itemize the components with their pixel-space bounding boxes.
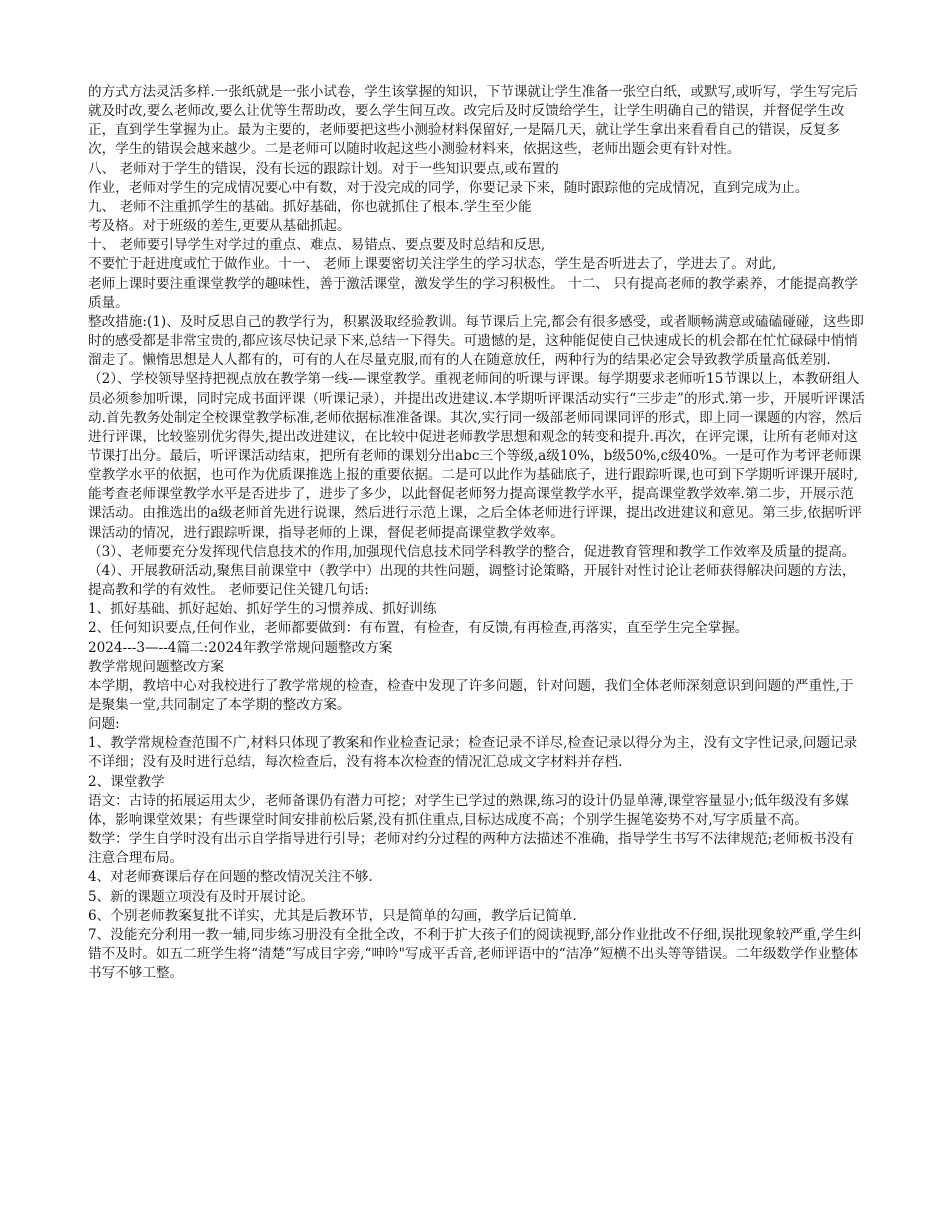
paragraph: 整改措施:(1)、及时反思自己的教学行为，积累汲取经验教训。每节课后上完,都会有很多感受，或者顺畅满意或磕磕碰碰，这些即时的感受都是非常宝贵的,都应该尽快记录下来,总结一下得失。可遗憾的是，这种能促使自己快速成长的机会都在忙忙碌碌中悄悄溜走了。懒惰思想是人人都有的，可有的人在尽量克服,而有的人在随意放任，两种行为的结果必定会导致教学质量高低差别.	[88, 313, 864, 369]
section-label: 问题:	[88, 716, 120, 733]
list-item: 1、教学常规检查范围不广,材料只体现了教案和作业检查记录；检查记录不详尽,检查记录以得分为主，没有文字性记录,问题记录不详细；没有及时进行总结，每次检查后，没有将本次检查的情况汇总成文字材料并存档.	[88, 735, 858, 771]
list-item: 1、抓好基础、抓好起始、抓好学生的习惯养成、抓好训练	[88, 601, 437, 618]
document-title: 教学常规问题整改方案	[88, 658, 224, 675]
paragraph: （4）、开展教研活动,聚焦目前课堂中（教学中）出现的共性问题，调整讨论策略，开展针对性讨论让老师获得解决问题的方法，提高教和学的有效性。 老师要记住关键几句话:	[88, 562, 856, 599]
document-page	[88, 83, 866, 983]
paragraph: （2）、学校领导坚持把视点放在教学第一线-—课堂教学。重视老师间的听课与评课。每学期要求老师听15节课以上，本教研组人员必须参加听课，同时完成书面评课（听课记录），并提出改进建议.本学期听评课活动实行“三步走”的形式.第一步，开展听评课活动.首先教务处制定全校课堂教学标准,老师依据标准准备课。其次,实行同一级部老师同课同评的形式，即上同一课题的内容，然后进行评课，比较鉴别优劣得失,提出改进建议，在比较中促进老师教学思想和观念的转变和提升.再次，在评完课，让所有老师对这节课打出分。最后，听评课活动结束，把所有老师的课划分出abc三个等级,a级10%，b级50%,c级40%。一是可作为考评老师课堂教学水平的依据，也可作为优质课推选上报的重要依据。二是可以此作为基础底子，进行跟踪听课,也可到下学期听评课开展时,能考查老师课堂教学水平是否进步了，进步了多少，以此督促老师努力提高课堂教学水平，提高课堂教学效率.第二步，开展示范课活动。由推选出的a级老师首先进行说课，然后进行示范上课，之后全体老师进行评课，提出改进建议和意见。第三步,依据听评课活动的情况，进行跟踪听课，指导老师的上课，督促老师提高课堂教学效率。	[88, 371, 865, 541]
paragraph: 不要忙于赶进度或忙于做作业。十一、 老师上课要密切关注学生的学习状态，学生是否听进去了，学进去了。对此,	[88, 256, 777, 273]
section-heading: 2024---3—--4篇二:2024年教学常规问题整改方案	[88, 639, 393, 656]
paragraph: 本学期，教培中心对我校进行了教学常规的检查，检查中发现了许多问题，针对问题，我们全体老师深刻意识到问题的严重性,于是聚集一堂,共同制定了本学期的整改方案。	[88, 677, 854, 713]
paragraph: 十、 老师要引导学生对学过的重点、难点、易错点、要点要及时总结和反思,	[88, 237, 546, 254]
paragraph: 作业，老师对学生的完成情况要心中有数，对于没完成的同学，你要记录下来，随时跟踪他的完成情况，直到完成为止。	[88, 179, 809, 196]
paragraph: （3）、老师要充分发挥现代信息技术的作用,加强现代信息技术同学科教学的整合，促进教育管理和教学工作效率及质量的提高。	[88, 543, 856, 560]
paragraph: 考及格。对于班级的差生,更要从基础抓起。	[88, 218, 351, 235]
paragraph: 数学：学生自学时没有出示自学指导进行引导；老师对约分过程的两种方法描述不准确，指导学生书写不法律规范;老师板书没有注意合理布局。	[88, 831, 854, 867]
paragraph: 老师上课时要注重课堂教学的趣味性，善于激活课堂，激发学生的学习积极性。 十二、 只有提高老师的教学素养，才能提高教学质量。	[88, 275, 858, 311]
list-item: 5、新的课题立项没有及时开展讨论。	[88, 888, 315, 905]
paragraph: 八、 老师对于学生的错误，没有长远的跟踪计划。对于一些知识要点,或布置的	[88, 160, 559, 177]
paragraph: 语文：古诗的拓展运用太少，老师备课仍有潜力可挖；对学生已学过的熟课,练习的设计仍显单薄,课堂容量显小;低年级没有多媒体，影响课堂效果；有些课堂时间安排前松后紧,没有抓住重点,目标达成度不高；个别学生握笔姿势不对,写字质量不高。	[88, 792, 849, 828]
list-item: 4、对老师赛课后存在问题的整改情况关注不够.	[88, 869, 373, 886]
paragraph: 的方式方法灵活多样.一张纸就是一张小试卷，学生该掌握的知识，下节课就让学生准备一张空白纸，或默写,或听写，学生写完后就及时改,要么老师改,要么让优等生帮助改，要么学生间互改。改完后及时反馈给学生，让学生明确自己的错误，并督促学生改正，直到学生掌握为止。最为主要的，老师要把这些小测验材料保留好,一是隔几天，就让学生拿出来看看自己的错误，反复多次，学生的错误会越来越少。二是老师可以随时收起这些小测验材料来，依据这些，老师出题会更有针对性。	[88, 84, 858, 158]
list-item: 2、课堂教学	[88, 773, 165, 790]
paragraph: 九、 老师不注重抓学生的基础。抓好基础，你也就抓住了根本.学生至少能	[88, 198, 532, 215]
list-item: 2、任何知识要点,任何作业，老师都要做到：有布置，有检查，有反馈,有再检查,再落实，直至学生完全掌握。	[88, 620, 749, 637]
list-item: 6、个别老师教案复批不详实，尤其是后教环节，只是简单的勾画，教学后记简单.	[88, 907, 577, 924]
list-item: 7、没能充分利用一教一辅,同步练习册没有全批全改，不利于扩大孩子们的阅读视野,部分作业批改不仔细,误批现象较严重,学生纠错不及时。如五二班学生将“清楚”写成目字旁,“呻吟"写成平舌音,老师评语中的“洁净”短横不出头等等错误。二年级数学作业整体书写不够工整。	[88, 926, 862, 982]
